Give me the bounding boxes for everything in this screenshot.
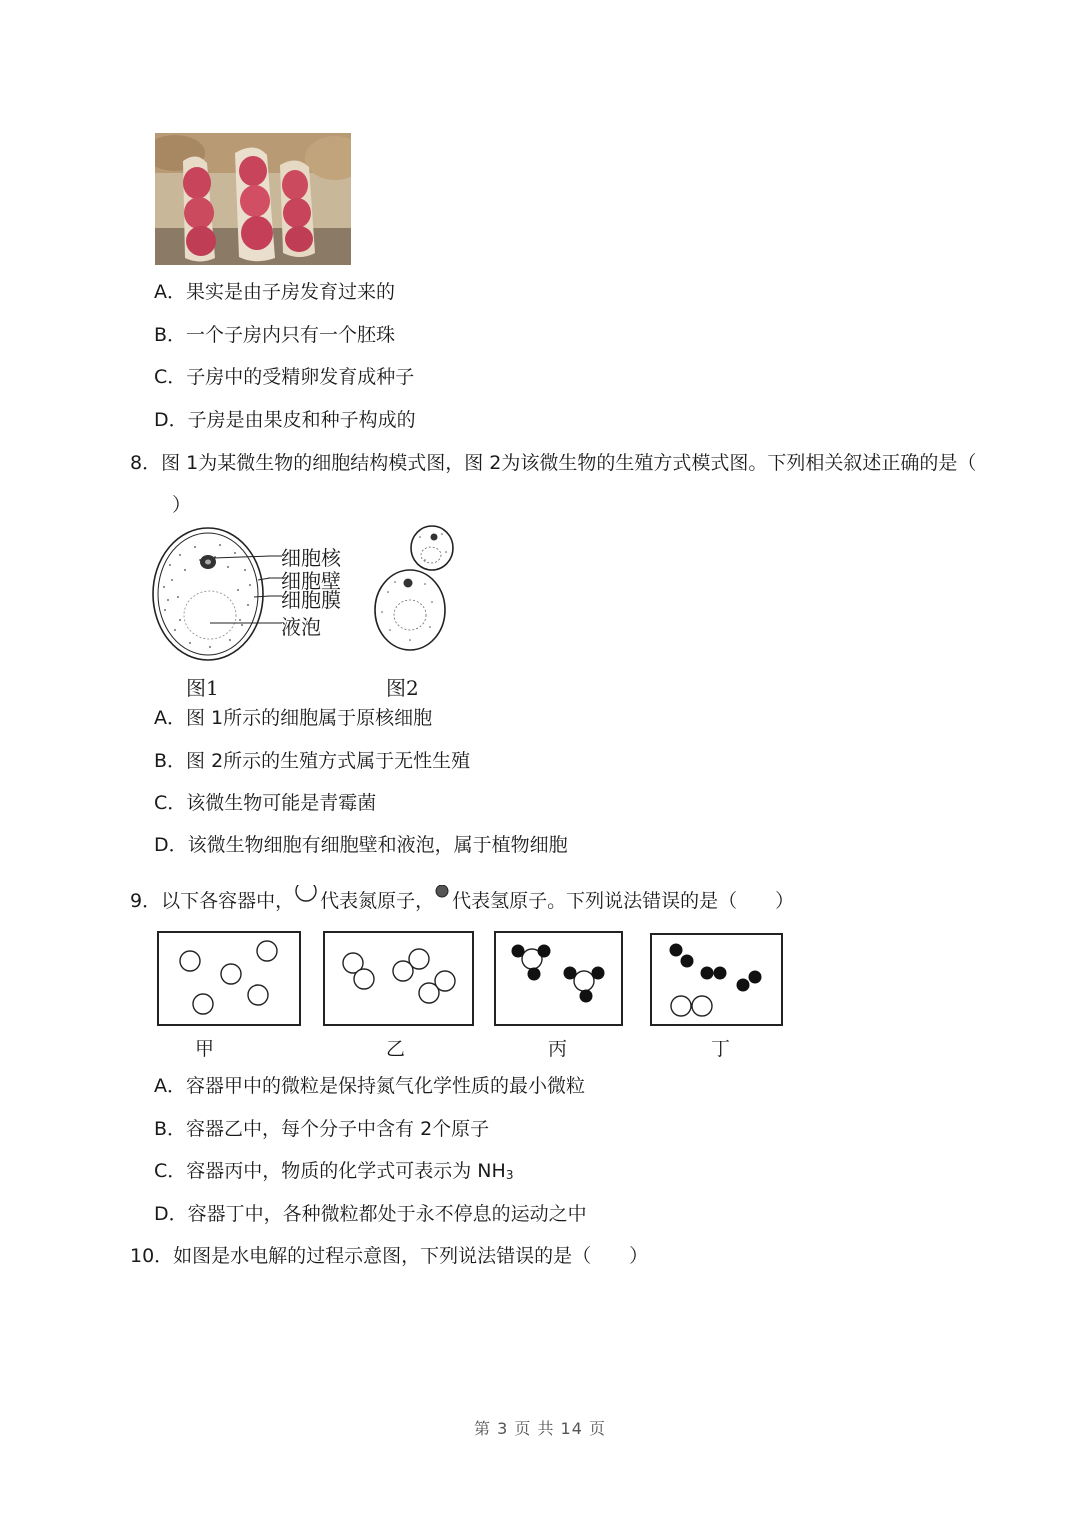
hydrogen-atom-icon — [434, 885, 452, 909]
q8-option-a: A．图 1所示的细胞属于原核细胞 — [154, 707, 433, 729]
q9-stem-part2: 代表氮原子， — [320, 890, 435, 912]
q8-stem-close: ） — [172, 494, 192, 516]
container-ding — [650, 933, 783, 1026]
container-yi — [323, 931, 474, 1026]
q9-option-c-subscript: 3 — [505, 1168, 514, 1182]
container-label-bing: 丙 — [548, 1038, 568, 1060]
figure-2-caption: 图2 — [386, 676, 419, 700]
label-vacuole: 液泡 — [281, 615, 321, 639]
q9-option-b: B．容器乙中，每个分子中含有 2个原子 — [154, 1118, 490, 1140]
q7-option-c: C．子房中的受精卵发育成种子 — [154, 366, 415, 388]
container-label-yi: 乙 — [386, 1038, 406, 1060]
container-label-ding: 丁 — [711, 1038, 731, 1060]
container-jia — [157, 931, 301, 1026]
label-cell-wall: 细胞壁 — [281, 569, 341, 593]
q7-option-a: A．果实是由子房发育过来的 — [154, 281, 395, 303]
label-cell-membrane: 细胞膜 — [281, 588, 341, 612]
q9-option-c-text: C．容器丙中，物质的化学式可表示为 NH — [154, 1160, 506, 1182]
container-bing — [494, 931, 623, 1026]
label-nucleus: 细胞核 — [281, 546, 341, 570]
container-bing-particles — [496, 933, 621, 1024]
q7-option-d: D．子房是由果皮和种子构成的 — [154, 409, 416, 431]
q7-option-b: B．一个子房内只有一个胚珠 — [154, 324, 396, 346]
nitrogen-atom-icon — [294, 885, 320, 909]
container-label-jia: 甲 — [195, 1038, 215, 1060]
container-yi-particles — [325, 933, 472, 1024]
q8-option-c: C．该微生物可能是青霉菌 — [154, 792, 377, 814]
budding-yeast-figure — [370, 522, 460, 654]
q9-option-d: D．容器丁中，各种微粒都处于永不停息的运动之中 — [154, 1203, 587, 1225]
q9-stem — [130, 885, 794, 914]
q10-stem: 10．如图是水电解的过程示意图，下列说法错误的是（ ） — [130, 1245, 649, 1267]
q8-option-d: D．该微生物细胞有细胞壁和液泡，属于植物细胞 — [154, 834, 568, 856]
q8-option-b: B．图 2所示的生殖方式属于无性生殖 — [154, 750, 471, 772]
q9-stem-part3: 代表氢原子。下列说法错误的是（ ） — [452, 890, 795, 912]
peanut-photo — [155, 133, 351, 265]
container-jia-particles — [159, 933, 299, 1024]
container-ding-particles — [652, 935, 781, 1024]
q9-stem-part1: 9．以下各容器中， — [130, 890, 295, 912]
figure-1-caption: 图1 — [186, 676, 219, 700]
page-footer: 第 3 页 共 14 页 — [474, 1419, 606, 1438]
q9-option-a: A．容器甲中的微粒是保持氮气化学性质的最小微粒 — [154, 1075, 585, 1097]
q8-stem: 8．图 1为某微生物的细胞结构模式图，图 2为该微生物的生殖方式模式图。下列相关叙述正确的是（ — [130, 452, 977, 474]
cell-structure-figure — [150, 525, 270, 665]
q9-option-c — [154, 1158, 513, 1188]
